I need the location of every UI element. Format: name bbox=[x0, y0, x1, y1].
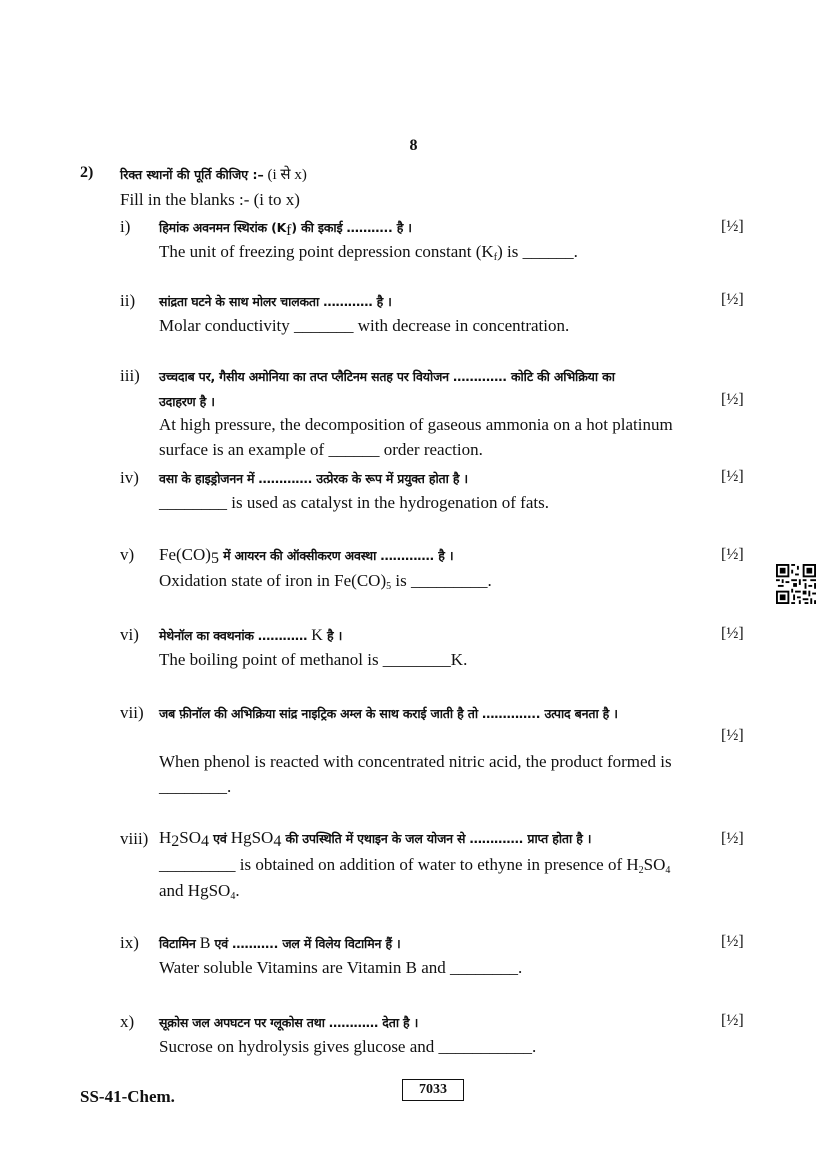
marks: [½] bbox=[721, 218, 744, 235]
question-number: 2) bbox=[80, 164, 94, 181]
marks: [½] bbox=[721, 933, 744, 950]
marks: [½] bbox=[721, 468, 744, 485]
marks: [½] bbox=[721, 546, 744, 563]
serial-box: 7033 bbox=[402, 1079, 464, 1101]
marks: [½] bbox=[721, 830, 744, 847]
marks: [½] bbox=[721, 1012, 744, 1029]
item-hindi: विटामिन B एवं ……….. जल में विलेय विटामिन हैं । bbox=[159, 935, 401, 952]
item-roman: iii) bbox=[120, 366, 140, 385]
item-english-line2: ________. bbox=[159, 777, 232, 796]
item-roman: ix) bbox=[120, 933, 139, 952]
item-hindi-line1: उच्चदाब पर, गैसीय अमोनिया का तप्त प्लैटिनम सतह पर वियोजन …………. कोटि की अभिक्रिया का bbox=[159, 369, 615, 384]
question-title-hindi: रिक्त स्थानों की पूर्ति कीजिए :– (i से x) bbox=[120, 167, 307, 183]
item-hindi: सांद्रता घटने के साथ मोलर चालकता ………… है । bbox=[159, 294, 392, 309]
item-english: The boiling point of methanol is ________K. bbox=[159, 650, 468, 669]
marks: [½] bbox=[721, 727, 744, 744]
item-english: ________ is used as catalyst in the hydrogenation of fats. bbox=[159, 493, 549, 512]
item-english: Oxidation state of iron in $Fe(CO)_5$ is _________. bbox=[159, 571, 492, 592]
page-number: 8 bbox=[409, 137, 418, 154]
item-hindi: $Fe(CO)_5$ में आयरन की ऑक्सीकरण अवस्था …………. है । bbox=[159, 545, 454, 567]
item-english-line2: surface is an example of ______ order reaction. bbox=[159, 440, 483, 459]
marks: [½] bbox=[721, 625, 744, 642]
item-hindi: $H_2SO_4$ एवं HgSO$_4$ की उपस्थिति में एथाइन के जल योजन से …………. प्राप्त होता है । bbox=[159, 828, 592, 850]
item-hindi: वसा के हाइड्रोजनन में …………. उत्प्रेरक के रूप में प्रयुक्त होता है । bbox=[159, 471, 468, 486]
item-hindi: जब फ़ीनॉल की अभिक्रिया सांद्र नाइट्रिक अम्ल के साथ कराई जाती है तो ………….. उत्पाद बनता है । bbox=[159, 706, 618, 721]
marks: [½] bbox=[721, 391, 744, 408]
item-english: Molar conductivity _______ with decrease in concentration. bbox=[159, 316, 570, 335]
item-roman: vi) bbox=[120, 625, 139, 644]
item-roman: v) bbox=[120, 545, 135, 564]
item-roman: i) bbox=[120, 217, 131, 236]
item-english: The unit of freezing point depression constant $(K_f)$ is ______. bbox=[159, 242, 578, 263]
item-english: Sucrose on hydrolysis gives glucose and ___________. bbox=[159, 1037, 537, 1056]
item-hindi-line2: उदाहरण है । bbox=[159, 394, 215, 409]
item-english-line1: At high pressure, the decomposition of gaseous ammonia on a hot platinum bbox=[159, 415, 673, 434]
item-roman: vii) bbox=[120, 703, 144, 722]
item-hindi: हिमांक अवनमन स्थिरांक $(K_f)$ की इकाई ……….. है । bbox=[159, 220, 412, 239]
item-english-line2: and HgSO$_4$. bbox=[159, 881, 240, 902]
item-english-line1: When phenol is reacted with concentrated nitric acid, the product formed is bbox=[159, 752, 672, 771]
item-roman: ii) bbox=[120, 291, 136, 310]
paper-code: SS-41-Chem. bbox=[80, 1087, 175, 1106]
item-hindi: मेथेनॉल का क्वथनांक ………… K है । bbox=[159, 627, 343, 644]
qr-code-icon bbox=[776, 564, 816, 604]
marks: [½] bbox=[721, 291, 744, 308]
item-roman: x) bbox=[120, 1012, 135, 1031]
item-hindi: सूक्रोस जल अपघटन पर ग्लूकोस तथा ………… देता है । bbox=[159, 1015, 419, 1030]
item-roman: iv) bbox=[120, 468, 139, 487]
item-english: Water soluble Vitamins are Vitamin B and ________. bbox=[159, 958, 523, 977]
question-title-english: Fill in the blanks :- (i to x) bbox=[120, 190, 300, 209]
item-roman: viii) bbox=[120, 829, 149, 848]
item-english-line1: _________ is obtained on addition of water to ethyne in presence of $H_2SO_4$ bbox=[159, 855, 671, 876]
